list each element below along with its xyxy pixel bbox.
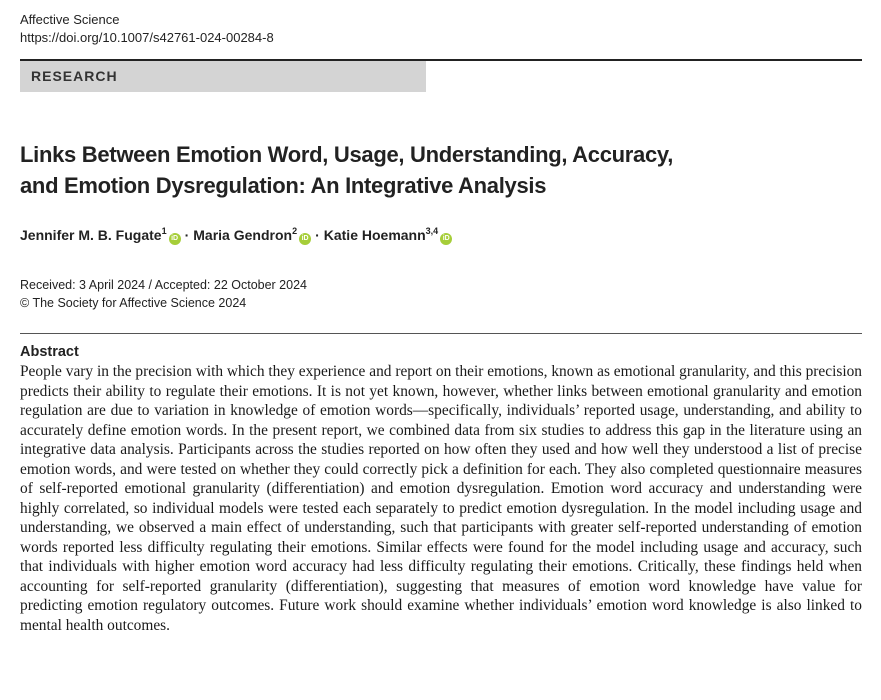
title-line-1: Links Between Emotion Word, Usage, Understanding, Accuracy, <box>20 142 674 167</box>
section-band <box>20 61 426 92</box>
author-affiliation: 2 <box>292 226 298 236</box>
author-list <box>20 225 452 245</box>
author-name[interactable]: Maria Gendron <box>193 227 293 243</box>
author-2[interactable] <box>193 227 311 243</box>
publication-dates <box>20 276 307 312</box>
doi-link[interactable]: https://doi.org/10.1007/s42761-024-00284-8 <box>20 30 274 45</box>
author-separator: · <box>184 227 190 243</box>
abstract-text: People vary in the precision with which they experience and report on their emotions, known as emotional granularity, and this precision predicts their ability to regulate their emotions. It is not yet known, however, whether links between emotional granularity and emotion regulation are due to variation in knowledge of emotion words—specifically, individuals’ reported usage, understanding, and ability to accurately define emotion words. In the present report, we combined data from six studies to address this gap in the literature using an integrative data analysis. Participants across the studies reported on how often they used and how well they understood a list of precise emotion words, and were tested on whether they could correctly pick a definition for each. They also completed questionnaire measures of self-reported emotional granularity (differentiation) and emotion dysregulation. Emotion word accuracy and understanding were highly correlated, so individual models were tested each separately to predict emotion dysregulation. In the model including usage and understanding, we observed a main effect of understanding, such that participants with greater self-reported understanding of emotion words reported less difficulty regulating their emotions. Similar effects were found for the model including usage and accuracy, such that individuals with higher emotion word accuracy had less difficulty regulating their emotions. Critically, these findings held when accounting for self-reported granularity (differentiation), suggesting that measures of emotion word knowledge have value for predicting emotion regulatory outcomes. Future work should examine whether individuals’ emotion word knowledge is also linked to mental health outcomes. <box>20 363 862 634</box>
author-affiliation: 3,4 <box>425 226 439 236</box>
author-affiliation: 1 <box>161 226 167 236</box>
journal-name: Affective Science <box>20 12 120 27</box>
journal-header <box>20 11 274 47</box>
abstract-heading: Abstract <box>20 344 79 360</box>
article-title <box>20 139 860 201</box>
author-1[interactable] <box>20 227 181 243</box>
author-separator: · <box>315 227 320 243</box>
orcid-icon[interactable]: iD <box>299 233 311 245</box>
orcid-icon[interactable]: iD <box>440 233 452 245</box>
received-accepted: Received: 3 April 2024 / Accepted: 22 October 2024 <box>20 278 307 292</box>
author-name[interactable]: Katie Hoemann <box>323 227 426 243</box>
section-label: RESEARCH <box>31 68 118 84</box>
title-line-2: and Emotion Dysregulation: An Integrative Analysis <box>20 173 547 198</box>
author-3[interactable] <box>324 227 452 243</box>
orcid-icon[interactable]: iD <box>169 233 181 245</box>
copyright: © The Society for Affective Science 2024 <box>20 296 247 310</box>
author-name[interactable]: Jennifer M. B. Fugate <box>20 227 162 243</box>
abstract-divider <box>20 333 862 334</box>
